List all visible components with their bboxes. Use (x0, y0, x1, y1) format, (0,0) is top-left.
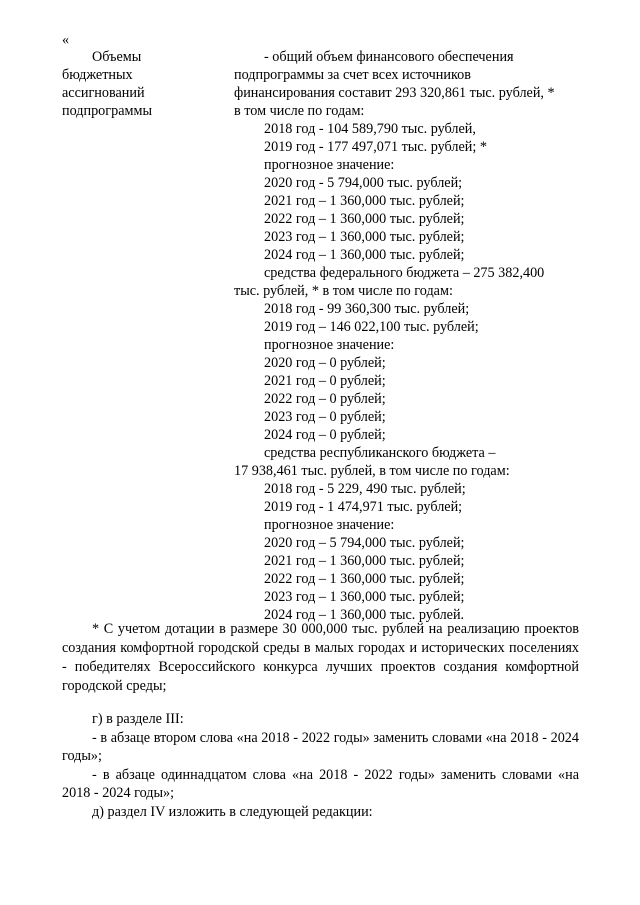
table-right-line: 2019 год - 177 497,071 тыс. рублей; * (264, 139, 487, 155)
table-right-line: тыс. рублей, * в том числе по годам: (234, 283, 453, 299)
table-right-line: подпрограммы за счет всех источников (234, 67, 471, 83)
table-right-line: 2020 год – 0 рублей; (264, 355, 386, 371)
table-right-line: 17 938,461 тыс. рублей, в том числе по годам: (234, 463, 510, 479)
amendment-g-heading: г) в разделе III: (92, 711, 184, 727)
table-right-line: средства федерального бюджета – 275 382,400 (264, 265, 545, 281)
table-right-line: 2018 год - 99 360,300 тыс. рублей; (264, 301, 470, 317)
table-right-line: 2020 год - 5 794,000 тыс. рублей; (264, 175, 463, 191)
table-right-line: 2023 год – 1 360,000 тыс. рублей; (264, 229, 465, 245)
table-right-line: 2022 год – 0 рублей; (264, 391, 386, 407)
table-right-column (234, 48, 584, 624)
left-line: бюджетных (62, 67, 133, 83)
table-left-column (62, 48, 222, 120)
opening-quote-mark: « (62, 32, 70, 48)
table-right-line: 2018 год - 5 229, 490 тыс. рублей; (264, 481, 466, 497)
table-right-line: 2019 год – 146 022,100 тыс. рублей; (264, 319, 479, 335)
table-right-line: в том числе по годам: (234, 103, 365, 119)
amendment-g-item: - в абзаце втором слова «на 2018 - 2022 годы» заменить словами «на 2018 - 2024 годы»; (62, 729, 579, 764)
table-right-line: финансирования составит 293 320,861 тыс. рублей, * (234, 85, 555, 101)
table-right-line: прогнозное значение: (264, 517, 395, 533)
table-right-line: 2022 год – 1 360,000 тыс. рублей; (264, 571, 465, 587)
table-right-line: 2018 год - 104 589,790 тыс. рублей, (264, 121, 476, 137)
table-right-line: 2019 год - 1 474,971 тыс. рублей; (264, 499, 463, 515)
table-right-line: средства республиканского бюджета – (264, 445, 496, 461)
table-right-line: 2024 год – 1 360,000 тыс. рублей. (264, 607, 465, 623)
table-right-line: 2024 год – 1 360,000 тыс. рублей; (264, 247, 465, 263)
amendment-g-item: - в абзаце одиннадцатом слова «на 2018 - 2022 годы» заменить словами «на 2018 - 2024 годы»; (62, 766, 579, 801)
table-right-line: 2021 год – 1 360,000 тыс. рублей; (264, 193, 465, 209)
table-right-line: 2021 год – 0 рублей; (264, 373, 386, 389)
table-right-line: - общий объем финансового обеспечения (264, 49, 514, 65)
left-line: Объемы (92, 49, 142, 65)
left-line: подпрограммы (62, 103, 152, 119)
table-right-line: 2021 год – 1 360,000 тыс. рублей; (264, 553, 465, 569)
table-right-line: 2022 год – 1 360,000 тыс. рублей; (264, 211, 465, 227)
table-right-line: прогнозное значение: (264, 337, 395, 353)
amendment-d-heading: д) раздел IV изложить в следующей редакции: (92, 803, 373, 820)
table-right-line: 2023 год – 1 360,000 тыс. рублей; (264, 589, 465, 605)
left-line: ассигнований (62, 85, 145, 101)
amendments-section (62, 710, 579, 821)
table-right-line: 2024 год – 0 рублей; (264, 427, 386, 443)
table-right-line: 2020 год – 5 794,000 тыс. рублей; (264, 535, 465, 551)
footnote (62, 620, 579, 696)
table-right-line: 2023 год – 0 рублей; (264, 409, 386, 425)
table-right-line: прогнозное значение: (264, 157, 395, 173)
footnote-text: * С учетом дотации в размере 30 000,000 тыс. рублей на реализацию проектов создания комфортной городской среды в малых городах и исторических поселениях - победителях Всероссийского конкурса лучших проектов создания комфортной городской среды; (62, 621, 579, 694)
